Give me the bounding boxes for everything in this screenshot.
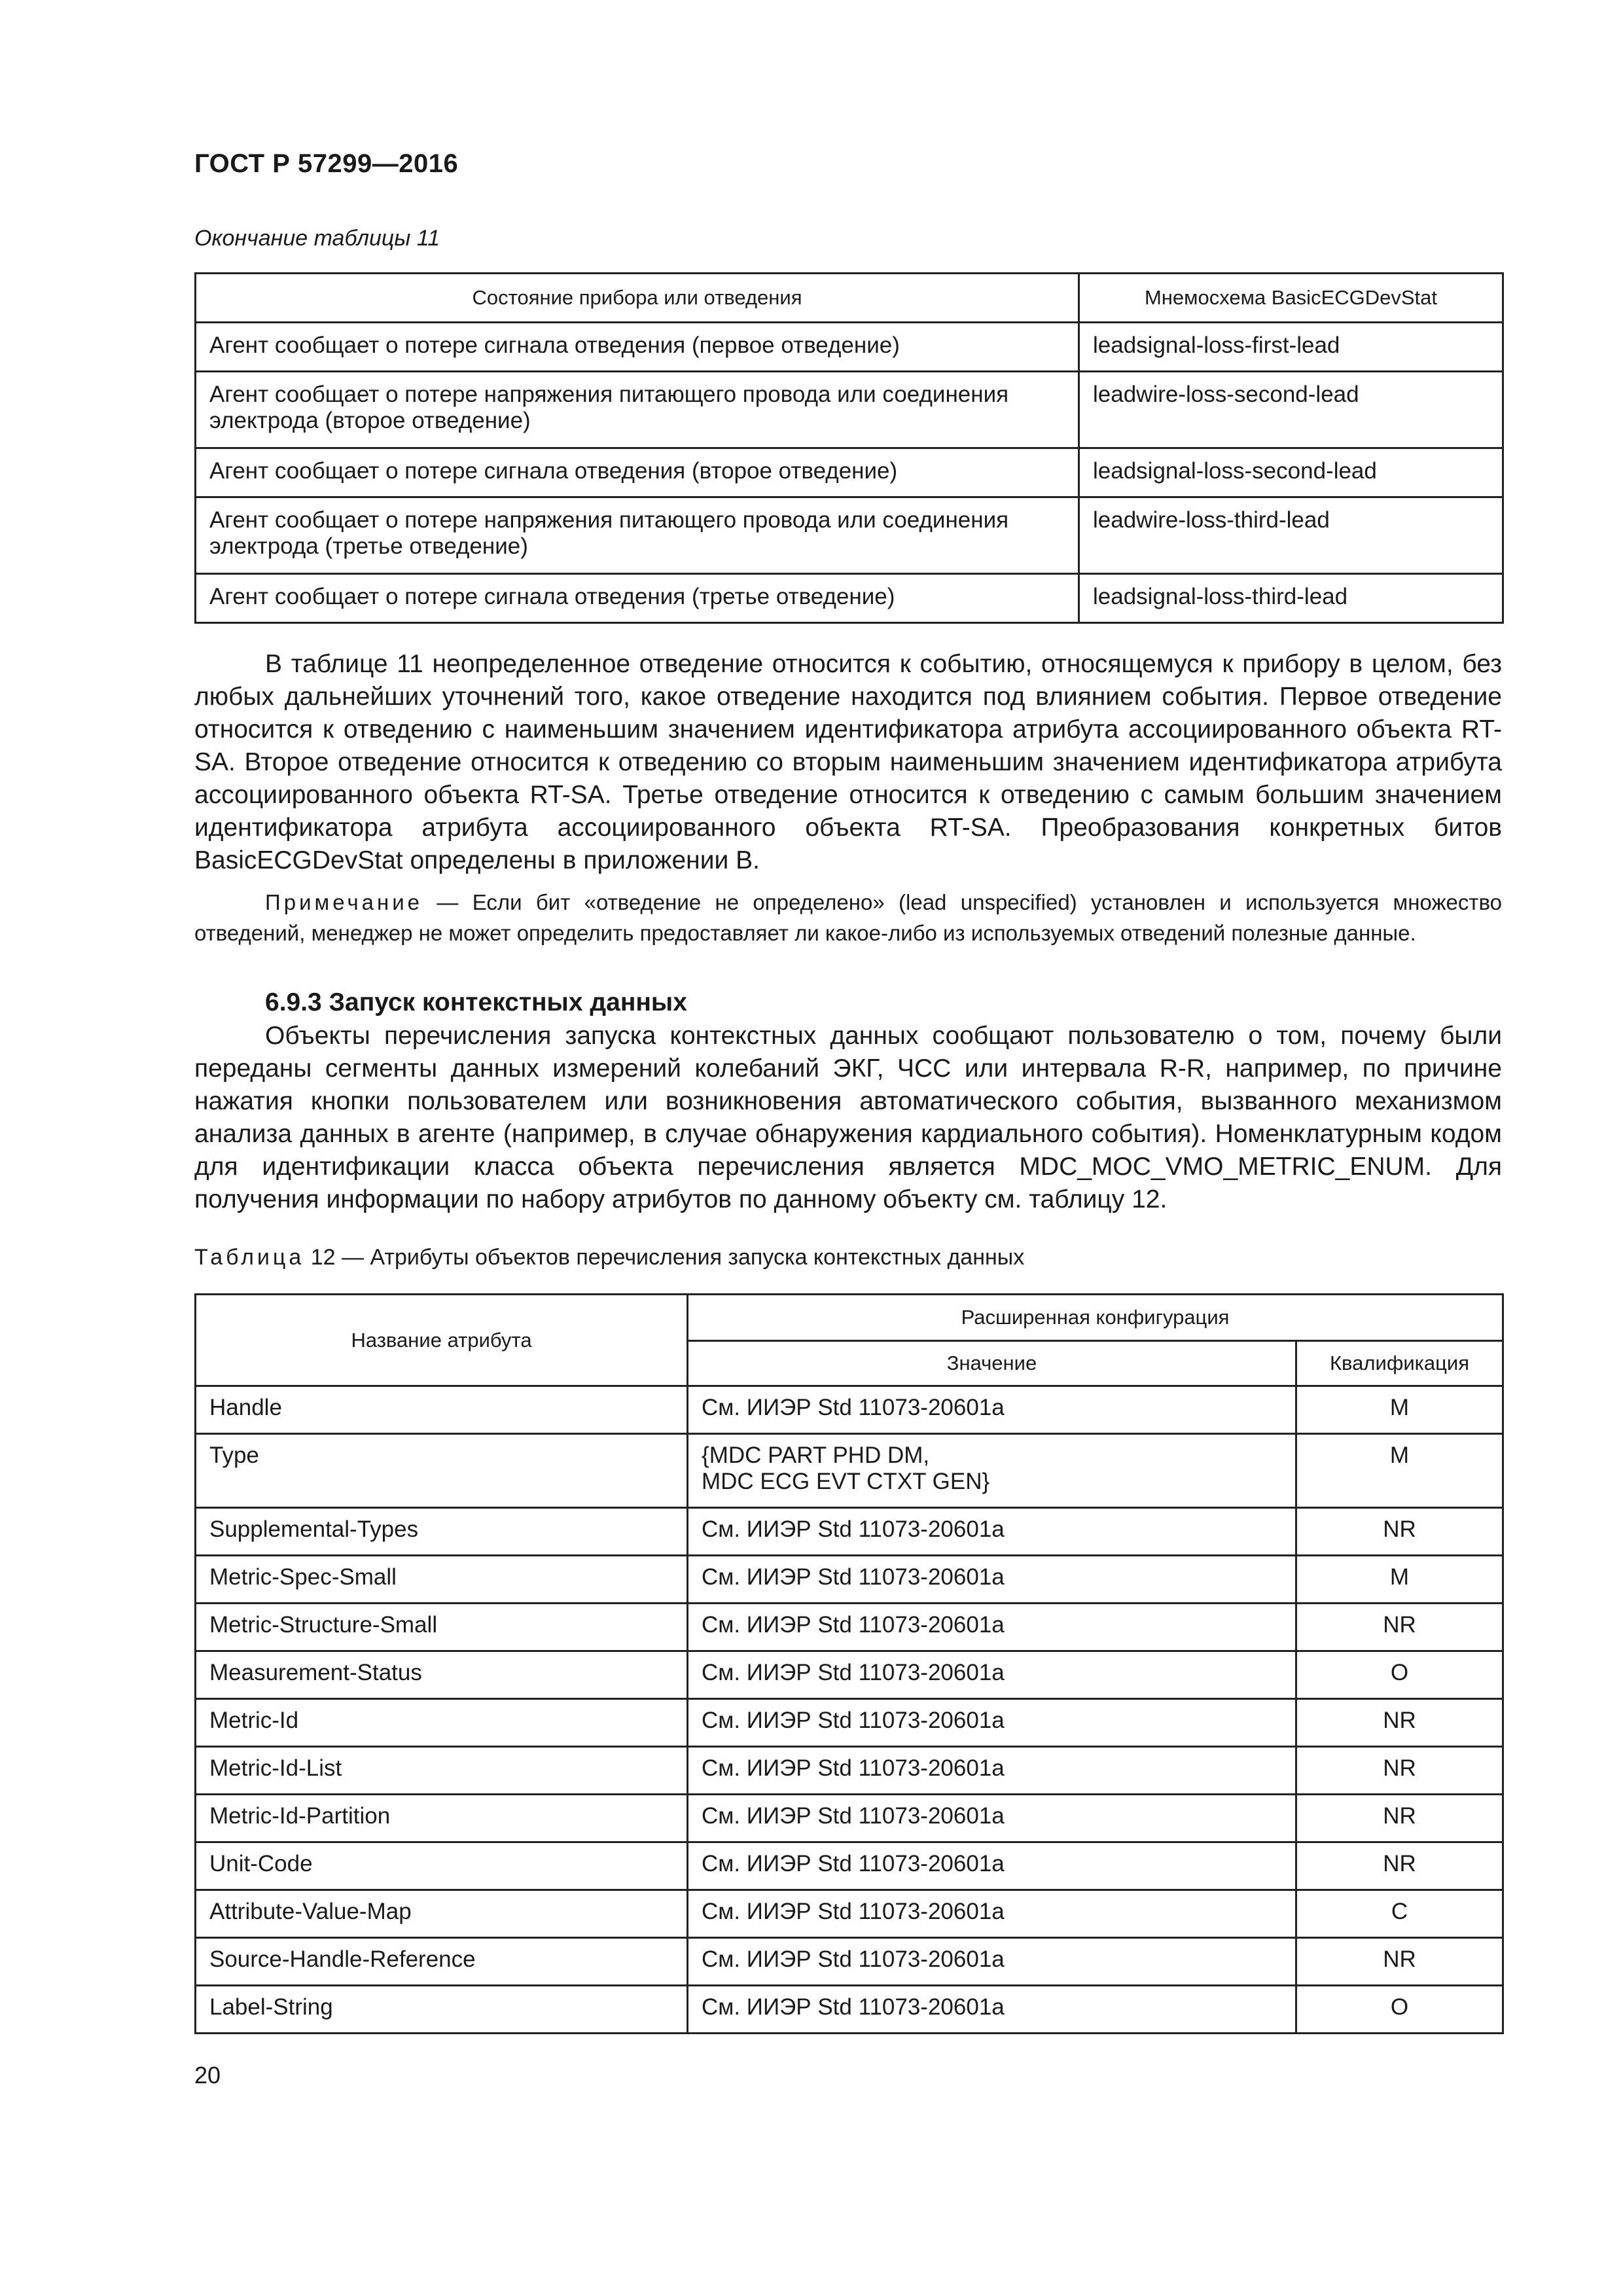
cell-value-line2: MDC ECG EVT CTXT GEN} xyxy=(702,1469,990,1494)
section-paragraph: Объекты перечисления запуска контекстных данных сообщают пользователю о том, почему были переданы сегменты данных измерений колебаний ЭКГ, ЧСС или интервала R-R, например, по причине нажатия кнопки пользователем или возникновения автоматического события, вызванного механизмом анализа данных в агенте (например, в случае обнаружения кардиального события). Номенклатурным кодом для идентификации класса объекта перечисления является MDC_MOC_VMO_METRIC_ENUM. Для получения информации по набору атрибутов по данному объекту см. таблицу 12. xyxy=(194,1022,1502,1213)
cell-qualification: NR xyxy=(1296,1795,1503,1842)
cell-value: См. ИИЭР Std 11073-20601a xyxy=(688,1651,1296,1699)
cell-value: См. ИИЭР Std 11073-20601a xyxy=(688,1386,1296,1434)
cell-value: См. ИИЭР Std 11073-20601a xyxy=(688,1508,1296,1556)
cell-qualification: NR xyxy=(1296,1699,1503,1747)
cell-qualification: NR xyxy=(1296,1747,1503,1795)
cell-value: См. ИИЭР Std 11073-20601a xyxy=(688,1747,1296,1795)
cell-state: Агент сообщает о потере напряжения питающего провода или соединения электрода (третье отведение) xyxy=(196,497,1079,574)
cell-qualification: M xyxy=(1296,1386,1503,1434)
cell-attribute-name: Metric-Id-List xyxy=(196,1747,688,1795)
standard-header: ГОСТ Р 57299—2016 xyxy=(194,149,459,178)
cell-value: См. ИИЭР Std 11073-20601a xyxy=(688,1795,1296,1842)
column-header-mnemonic: Мнемосхема BasicECGDevStat xyxy=(1079,274,1503,323)
cell-attribute-name: Metric-Id-Partition xyxy=(196,1795,688,1842)
cell-value: См. ИИЭР Std 11073-20601a xyxy=(688,1556,1296,1604)
cell-value: См. ИИЭР Std 11073-20601a xyxy=(688,1938,1296,1986)
cell-value-line1: {MDC PART PHD DM, xyxy=(702,1443,930,1468)
section-title: 6.9.3 Запуск контекстных данных xyxy=(265,988,687,1016)
note-text: — Если бит «отведение не определено» (lead unspecified) установлен и используется множество отведений, менеджер не может определить предоставляет ли какое-либо из используемых отведений полезные данные. xyxy=(194,890,1502,945)
cell-state: Агент сообщает о потере сигнала отведения (первое отведение) xyxy=(196,323,1079,372)
column-header-qualification: Квалификация xyxy=(1296,1341,1503,1386)
page-number: 20 xyxy=(194,2062,221,2089)
cell-qualification: O xyxy=(1296,1986,1503,2034)
table-row xyxy=(196,1938,1503,1986)
paragraph-table11-explanation: В таблице 11 неопределенное отведение относится к событию, относящемуся к прибору в целом, без любых дальнейших уточнений того, какое отведение находится под влиянием события. Первое отведение относится к отведению с наименьшим значением идентификатора атрибута ассоциированного объекта RT-SA. Второе отведение относится к отведению со вторым наименьшим значением идентификатора атрибута ассоциированного объекта RT-SA. Третье отведение относится к отведению с самым большим значением идентификатора атрибута ассоциированного объекта RT-SA. Преобразования конкретных битов BasicECGDevStat определены в приложении В. xyxy=(194,650,1502,874)
cell-value: См. ИИЭР Std 11073-20601a xyxy=(688,1604,1296,1651)
table12-caption-text: 12 — Атрибуты объектов перечисления запуска контекстных данных xyxy=(304,1245,1025,1270)
cell-qualification: M xyxy=(1296,1434,1503,1508)
table-header-row xyxy=(196,274,1503,323)
table-row xyxy=(196,1386,1503,1434)
cell-qualification: NR xyxy=(1296,1842,1503,1890)
cell-attribute-name: Type xyxy=(196,1434,688,1508)
note-label: Примечание xyxy=(265,890,423,914)
cell-value: См. ИИЭР Std 11073-20601a xyxy=(688,1842,1296,1890)
cell-qualification: NR xyxy=(1296,1938,1503,1986)
table-row xyxy=(196,1699,1503,1747)
cell-qualification: NR xyxy=(1296,1604,1503,1651)
cell-qualification: M xyxy=(1296,1556,1503,1604)
cell-attribute-name: Measurement-Status xyxy=(196,1651,688,1699)
table-row xyxy=(196,1556,1503,1604)
table-row xyxy=(196,1795,1503,1842)
cell-mnemonic: leadwire-loss-third-lead xyxy=(1079,497,1503,574)
cell-attribute-name: Metric-Structure-Small xyxy=(196,1604,688,1651)
cell-mnemonic: leadsignal-loss-second-lead xyxy=(1079,448,1503,497)
table-row xyxy=(196,497,1503,574)
cell-state: Агент сообщает о потере напряжения питающего провода или соединения электрода (второе отведение) xyxy=(196,372,1079,448)
column-header-state: Состояние прибора или отведения xyxy=(196,274,1079,323)
cell-mnemonic: leadsignal-loss-first-lead xyxy=(1079,323,1503,372)
table-row xyxy=(196,1842,1503,1890)
table-row xyxy=(196,323,1503,372)
table-11 xyxy=(194,272,1504,624)
cell-attribute-name: Attribute-Value-Map xyxy=(196,1890,688,1938)
cell-mnemonic: leadsignal-loss-third-lead xyxy=(1079,574,1503,623)
column-header-extended-config: Расширенная конфигурация xyxy=(688,1295,1503,1341)
table-row xyxy=(196,448,1503,497)
table-header-row xyxy=(196,1295,1503,1341)
cell-value: См. ИИЭР Std 11073-20601a xyxy=(688,1890,1296,1938)
table-row xyxy=(196,372,1503,448)
cell-attribute-name: Metric-Spec-Small xyxy=(196,1556,688,1604)
cell-attribute-name: Handle xyxy=(196,1386,688,1434)
cell-value: См. ИИЭР Std 11073-20601a xyxy=(688,1699,1296,1747)
table-row xyxy=(196,1508,1503,1556)
cell-qualification: NR xyxy=(1296,1508,1503,1556)
table-row xyxy=(196,1890,1503,1938)
cell-attribute-name: Label-String xyxy=(196,1986,688,2034)
column-header-value: Значение xyxy=(688,1341,1296,1386)
table-row xyxy=(196,1747,1503,1795)
cell-attribute-name: Source-Handle-Reference xyxy=(196,1938,688,1986)
table11-continuation-caption: Окончание таблицы 11 xyxy=(194,226,440,251)
column-header-attribute-name: Название атрибута xyxy=(196,1295,688,1386)
table12-caption-label: Таблица xyxy=(194,1245,305,1270)
table-row xyxy=(196,1604,1503,1651)
cell-attribute-name: Supplemental-Types xyxy=(196,1508,688,1556)
cell-qualification: O xyxy=(1296,1651,1503,1699)
cell-attribute-name: Unit-Code xyxy=(196,1842,688,1890)
table-row xyxy=(196,1434,1503,1508)
cell-value: См. ИИЭР Std 11073-20601a xyxy=(688,1986,1296,2034)
cell-mnemonic: leadwire-loss-second-lead xyxy=(1079,372,1503,448)
table-row xyxy=(196,574,1503,623)
note xyxy=(194,887,1502,948)
table-row xyxy=(196,1651,1503,1699)
cell-value xyxy=(688,1434,1296,1508)
cell-qualification: C xyxy=(1296,1890,1503,1938)
table12-caption xyxy=(194,1245,1024,1270)
cell-state: Агент сообщает о потере сигнала отведения (третье отведение) xyxy=(196,574,1079,623)
table-12 xyxy=(194,1293,1504,2034)
cell-state: Агент сообщает о потере сигнала отведения (второе отведение) xyxy=(196,448,1079,497)
cell-attribute-name: Metric-Id xyxy=(196,1699,688,1747)
table-row xyxy=(196,1986,1503,2034)
